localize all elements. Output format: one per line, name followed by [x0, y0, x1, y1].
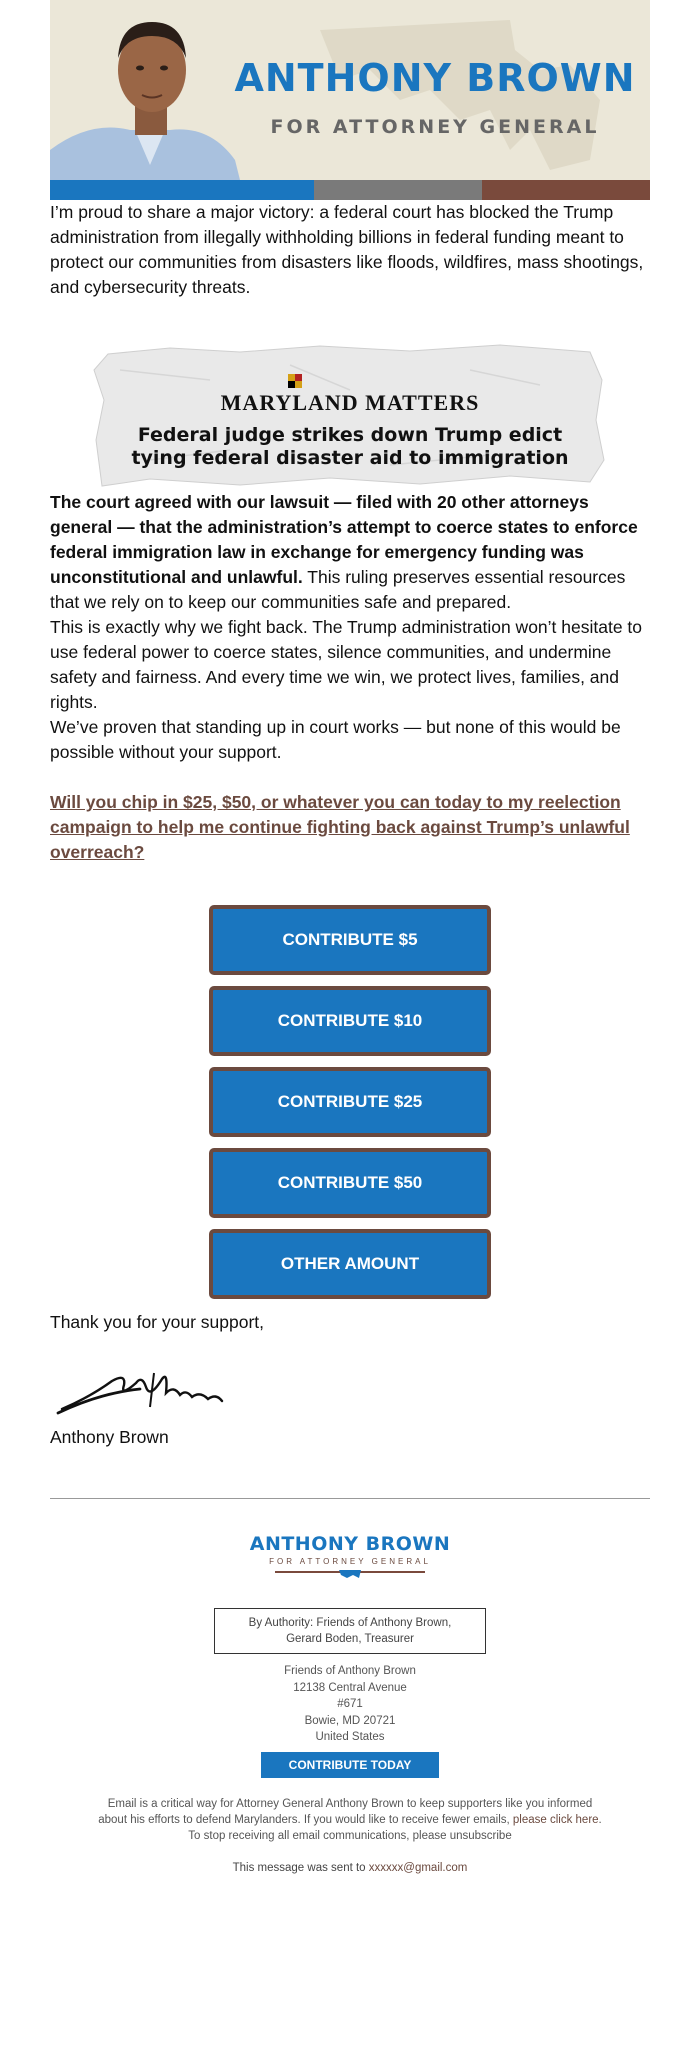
news-headline-line1: Federal judge strikes down Trump edict — [137, 424, 563, 446]
recipient-email-link[interactable]: xxxxxx@gmail.com — [368, 1861, 468, 1874]
support-paragraph: We’ve proven that standing up in court works — but none of this would be possible without your support. — [50, 717, 621, 762]
intro-paragraph: I’m proud to share a major victory: a federal court has blocked the Trump administration from illegally withholding billions in federal funding meant to protect our communities from disasters like floods, wildfires, mass shootings, and cybersecurity threats. — [50, 202, 644, 297]
authority-line2: Gerard Boden, Treasurer — [286, 1633, 414, 1645]
paid-for-by-box — [214, 1608, 486, 1654]
news-outlet: MARYLAND MATTERS — [220, 390, 480, 415]
candidate-photo — [50, 0, 250, 200]
contribute-25-button[interactable]: CONTRIBUTE $25 — [209, 1067, 491, 1137]
stripe-gray — [314, 180, 482, 200]
news-clipping-image — [90, 340, 610, 490]
fewer-emails-link[interactable]: please click here — [512, 1813, 599, 1826]
disclaimer-line2-end: . — [598, 1813, 602, 1826]
contribute-50-button[interactable]: CONTRIBUTE $50 — [209, 1148, 491, 1218]
lawsuit-rest-text: This ruling preserves essential resources that we rely on to keep our communities safe and prepared. — [50, 567, 626, 612]
address-line: #671 — [337, 1698, 363, 1710]
address-line: Friends of Anthony Brown — [284, 1665, 416, 1677]
mailing-address — [50, 1663, 650, 1746]
footer-divider — [50, 1498, 650, 1499]
candidate-office: FOR ATTORNEY GENERAL — [270, 116, 600, 138]
address-line: Bowie, MD 20721 — [304, 1714, 396, 1727]
disclaimer-line2 — [50, 1812, 650, 1828]
unsubscribe-line[interactable]: To stop receiving all email communications, please unsubscribe — [188, 1829, 512, 1842]
news-headline-line2: tying federal disaster aid to immigration — [131, 447, 569, 469]
fight-back-paragraph: This is exactly why we fight back. The Trump administration won’t hesitate to use federal power to coerce states, silence communities, and undermine safety and fairness. And every time we win, we protect lives, families, and rights. — [50, 617, 643, 712]
address-line: 12138 Central Avenue — [293, 1681, 407, 1694]
contribute-today-button[interactable]: CONTRIBUTE TODAY — [261, 1752, 439, 1778]
disclaimer-line2-text: about his efforts to defend Marylanders. If you would like to receive fewer emails, — [98, 1813, 513, 1826]
color-stripes — [50, 180, 650, 200]
lawsuit-paragraph — [50, 490, 650, 615]
stripe-brown — [482, 180, 650, 200]
sent-to-text: This message was sent to — [232, 1861, 369, 1874]
sent-to-line — [50, 1862, 650, 1874]
other-amount-button[interactable]: OTHER AMOUNT — [209, 1229, 491, 1299]
footer-logo-subtitle: FOR ATTORNEY GENERAL — [269, 1557, 431, 1566]
donation-ask-link[interactable]: Will you chip in $25, $50, or whatever you can today to my reelection campaign to help me continue fighting back against Trump’s unlawful overreach? — [50, 792, 630, 862]
authority-line1: By Authority: Friends of Anthony Brown, — [248, 1617, 452, 1629]
contribute-5-button[interactable]: CONTRIBUTE $5 — [209, 905, 491, 975]
contribute-10-button[interactable]: CONTRIBUTE $10 — [209, 986, 491, 1056]
footer-logo-name: ANTHONY BROWN — [249, 1533, 451, 1555]
disclaimer-line1: Email is a critical way for Attorney General Anthony Brown to keep supporters like you informed — [107, 1797, 593, 1810]
lawsuit-bold-text: The court agreed with our lawsuit — filed with 20 other attorneys general — that the administration’s attempt to coerce states to enforce federal immigration law in exchange for emergency funding was unconstitutional and unlawful. — [50, 492, 638, 587]
thanks-text: Thank you for your support, — [50, 1312, 264, 1332]
header-banner — [50, 0, 650, 200]
stripe-blue — [50, 180, 314, 200]
signature-image — [50, 1353, 650, 1425]
footer-logo — [50, 1533, 650, 1580]
signature-name: Anthony Brown — [50, 1427, 169, 1447]
address-line: United States — [315, 1731, 385, 1743]
donation-buttons — [50, 905, 650, 1299]
email-container — [50, 0, 650, 1874]
footer-logo-map-icon — [275, 1568, 425, 1580]
candidate-name: ANTHONY BROWN — [234, 56, 636, 100]
signature-graphic — [50, 1353, 250, 1425]
email-disclaimer — [50, 1796, 650, 1844]
